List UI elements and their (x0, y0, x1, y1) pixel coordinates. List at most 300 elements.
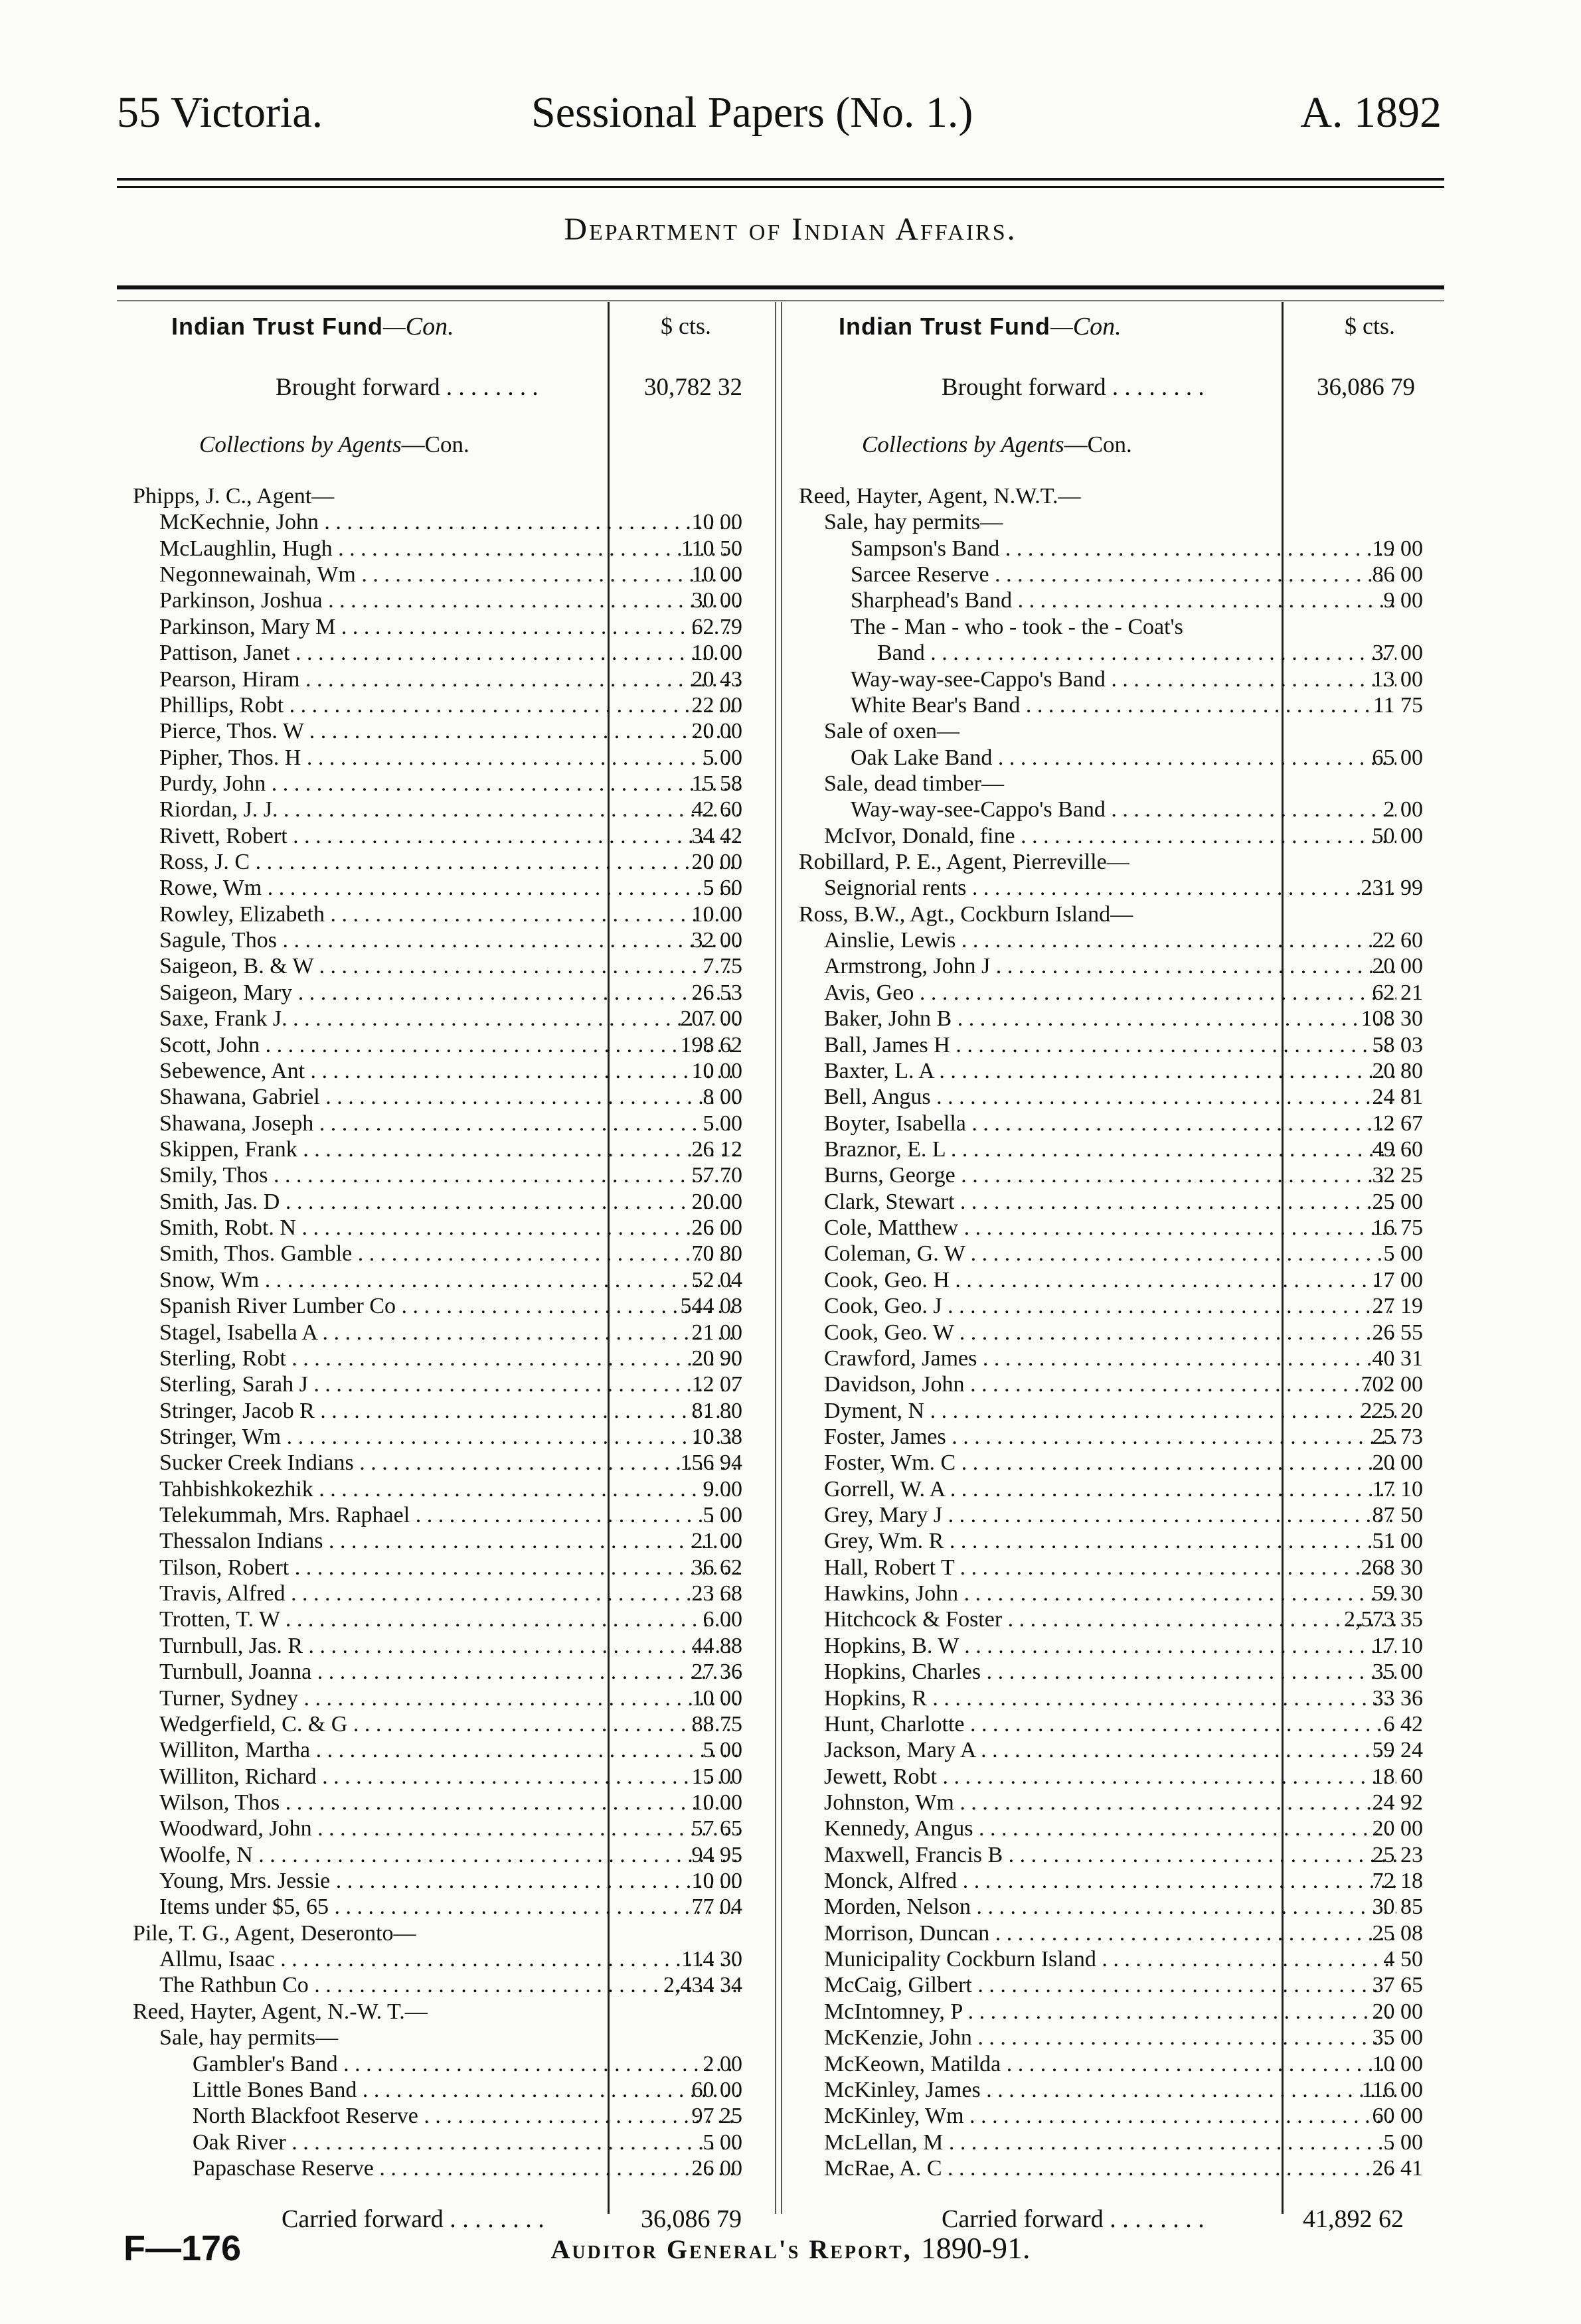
ledger-row (799, 1241, 1463, 1267)
table-rule-thick (117, 285, 1444, 289)
ledger-row (133, 2025, 797, 2051)
ledger-entry-name: Thessalon Indians . . . (159, 1528, 738, 1554)
ledger-entry-amount: 11 75 (1373, 692, 1423, 718)
ledger-entry-name: Sale, dead timber— (824, 771, 1004, 796)
right-brought-forward-amount: 36,086 79 (1317, 374, 1415, 401)
ledger-entry-amount: 20 00 (1372, 1816, 1423, 1841)
ledger-entry-amount: 108 30 (1361, 1006, 1423, 1032)
ledger-entry-name: Turnbull, Joanna . . . (159, 1659, 738, 1685)
left-entries (133, 483, 797, 2181)
ledger-row (799, 771, 1463, 797)
right-column-title: Indian Trust Fund—Con. (839, 313, 1122, 341)
ledger-row (799, 509, 1463, 535)
ledger-row (133, 980, 797, 1006)
ledger-row (799, 1346, 1463, 1371)
ledger-entry-amount: 5 60 (703, 876, 742, 901)
ledger-entry-amount: 20 00 (691, 850, 742, 875)
ledger-entry-name: Seignorial rents . . . (824, 875, 1396, 901)
ledger-entry-name: Pipher, Thos. H . . . (159, 745, 738, 771)
ledger-entry-name: McKeown, Matilda . . . (824, 2051, 1396, 2077)
ledger-row (133, 771, 797, 797)
ledger-entry-name: Williton, Richard . . . (159, 1764, 738, 1790)
ledger-row (133, 1737, 797, 1763)
ledger-row (799, 849, 1463, 875)
ledger-entry-amount: 22 60 (1372, 928, 1423, 953)
ledger-entry-name: Rivett, Robert . . . (159, 823, 738, 849)
ledger-entry-name: Items under $5, 65 . . . (159, 1894, 738, 1920)
ledger-row (799, 2103, 1463, 2129)
running-head-year: A. 1892 (1300, 88, 1442, 137)
ledger-entry-name: Sarcee Reserve . . . (851, 562, 1396, 587)
left-carried-forward-label: Carried forward . . . . . . . . (282, 2205, 544, 2233)
ledger-entry-name: Oak River . . . (193, 2130, 738, 2155)
ledger-entry-amount: 12 07 (691, 1372, 742, 1397)
ledger-entry-amount: 10 00 (691, 1685, 742, 1711)
ledger-row (799, 587, 1463, 613)
ledger-entry-name: Clark, Stewart . . . (824, 1189, 1396, 1215)
ledger-entry-name: Young, Mrs. Jessie . . . (159, 1868, 738, 1894)
ledger-entry-name: Reed, Hayter, Agent, N.W.T.— (799, 484, 1081, 508)
ledger-row (133, 1450, 797, 1476)
ledger-entry-amount: 20 00 (1372, 954, 1423, 979)
ledger-entry-amount: 26 12 (691, 1136, 742, 1162)
ledger-row (799, 1032, 1463, 1058)
ledger-row (799, 1528, 1463, 1554)
ledger-row (133, 1136, 797, 1162)
ledger-entry-amount: 26 53 (691, 980, 742, 1005)
ledger-entry-name: Bell, Angus . . . (824, 1084, 1396, 1110)
ledger-entry-name: Kennedy, Angus . . . (824, 1816, 1396, 1841)
ledger-entry-name: The - Man - who - took - the - Coat's (851, 614, 1183, 639)
running-head-papers: Sessional Papers (No. 1.) (531, 88, 973, 137)
ledger-row (799, 2025, 1463, 2051)
ledger-entry-amount: 72 18 (1372, 1869, 1423, 1894)
ledger-entry-amount: 60 00 (1372, 2104, 1423, 2129)
ledger-row (799, 1555, 1463, 1581)
ledger-entry-amount: 24 81 (1372, 1085, 1423, 1110)
ledger-entry-amount: 10 00 (1372, 2051, 1423, 2076)
ledger-entry-amount: 268 30 (1361, 1555, 1423, 1580)
ledger-entry-amount: 35 00 (1372, 2025, 1423, 2051)
ledger-row (133, 1868, 797, 1894)
ledger-entry-name: Smith, Thos. Gamble . . . (159, 1241, 738, 1267)
ledger-row (133, 1346, 797, 1371)
ledger-entry-name: Saxe, Frank J. . . . (159, 1006, 738, 1032)
ledger-row (799, 1633, 1463, 1659)
ledger-entry-name: Hall, Robert T . . . (824, 1555, 1396, 1581)
ledger-entry-amount: 37 65 (1372, 1973, 1423, 1998)
ledger-entry-amount: 198 62 (680, 1032, 742, 1057)
ledger-row (799, 1737, 1463, 1763)
ledger-row (133, 1058, 797, 1084)
ledger-entry-name: Saigeon, Mary . . . (159, 980, 738, 1006)
ledger-entry-amount: 37 00 (1372, 641, 1423, 666)
ledger-entry-name: Reed, Hayter, Agent, N.-W. T.— (133, 1999, 428, 2024)
ledger-entry-name: Robillard, P. E., Agent, Pierreville— (799, 850, 1129, 875)
ledger-row (133, 1946, 797, 1972)
ledger-entry-amount: 36 62 (691, 1555, 742, 1580)
ledger-entry-amount: 13 00 (1372, 666, 1423, 692)
ledger-entry-name: Stringer, Wm . . . (159, 1424, 738, 1450)
ledger-entry-name: Pile, T. G., Agent, Deseronto— (133, 1920, 416, 1946)
ledger-entry-amount: 33 36 (1372, 1685, 1423, 1711)
ledger-row (133, 692, 797, 718)
ledger-row (133, 1111, 797, 1136)
ledger-row (133, 562, 797, 587)
ledger-row (133, 1659, 797, 1685)
ledger-entry-name: Burns, George . . . (824, 1162, 1396, 1188)
ledger-entry-amount: 10 00 (691, 1869, 742, 1894)
ledger-row (799, 483, 1463, 509)
ledger-row (799, 2155, 1463, 2181)
ledger-entry-name: White Bear's Band . . . (851, 692, 1396, 718)
ledger-entry-name: Trotten, T. W . . . (159, 1606, 738, 1632)
ledger-entry-amount: 18 60 (1372, 1764, 1423, 1789)
ledger-entry-name: Hawkins, John . . . (824, 1581, 1396, 1606)
ledger-entry-name: McKinley, James . . . (824, 2077, 1396, 2103)
ledger-row (133, 2051, 797, 2077)
ledger-entry-amount: 5 00 (703, 1738, 742, 1763)
ledger-entry-name: McLellan, M . . . (824, 2130, 1396, 2155)
ledger-entry-name: Cook, Geo. W . . . (824, 1320, 1396, 1346)
ledger-entry-amount: 544 08 (680, 1294, 742, 1319)
table-rule-thin (117, 300, 1444, 301)
ledger-row (133, 1842, 797, 1868)
ledger-row (133, 1790, 797, 1816)
ledger-entry-name: Sagule, Thos . . . (159, 927, 738, 953)
ledger-row (799, 1267, 1463, 1293)
ledger-entry-name: Saigeon, B. & W . . . (159, 953, 738, 979)
ledger-row (133, 1032, 797, 1058)
ledger-row (133, 1320, 797, 1346)
ledger-row (133, 1816, 797, 1841)
ledger-row (133, 536, 797, 562)
ledger-row (799, 927, 1463, 953)
ledger-entry-amount: 57 65 (691, 1816, 742, 1841)
ledger-entry-amount: 32 25 (1372, 1163, 1423, 1188)
ledger-entry-name: Sebewence, Ant . . . (159, 1058, 738, 1084)
ledger-row (133, 797, 797, 822)
ledger-entry-amount: 17 10 (1372, 1633, 1423, 1658)
ledger-entry-name: Way-way-see-Cappo's Band . . . (851, 797, 1396, 822)
ledger-entry-name: Snow, Wm . . . (159, 1267, 738, 1293)
ledger-entry-amount: 81 80 (691, 1398, 742, 1423)
left-carried-forward-amount: 36,086 79 (641, 2205, 742, 2233)
ledger-entry-name: Sale of oxen— (824, 719, 959, 744)
ledger-entry-amount: 15 00 (691, 1764, 742, 1789)
ledger-entry-amount: 10 00 (691, 1058, 742, 1083)
ledger-row (799, 1894, 1463, 1920)
ledger-row (799, 823, 1463, 849)
ledger-entry-amount: 40 31 (1372, 1346, 1423, 1371)
ledger-entry-amount: 5 00 (703, 745, 742, 770)
ledger-entry-amount: 702 00 (1361, 1372, 1423, 1397)
ledger-row (799, 1842, 1463, 1868)
ledger-entry-name: Crawford, James . . . (824, 1346, 1396, 1371)
ledger-entry-name: McLaughlin, Hugh . . . (159, 536, 738, 562)
ledger-row (799, 1371, 1463, 1397)
ledger-entry-name: McKenzie, John . . . (824, 2025, 1396, 2051)
ledger-entry-name: Scott, John . . . (159, 1032, 738, 1058)
ledger-entry-name: Phillips, Robt . . . (159, 692, 738, 718)
ledger-row (133, 2155, 797, 2181)
ledger-entry-name: Coleman, G. W . . . (824, 1241, 1396, 1267)
ledger-entry-name: Jackson, Mary A . . . (824, 1737, 1396, 1763)
ledger-entry-amount: 59 30 (1372, 1581, 1423, 1606)
right-subheading: Collections by Agents—Con. (862, 431, 1132, 457)
ledger-entry-name: Turnbull, Jas. R . . . (159, 1633, 738, 1659)
ledger-entry-amount: 25 73 (1372, 1424, 1423, 1449)
ledger-row (133, 1502, 797, 1528)
ledger-entry-name: Foster, Wm. C . . . (824, 1450, 1396, 1476)
ledger-entry-amount: 207 00 (680, 1006, 742, 1032)
ledger-entry-amount: 110 50 (681, 536, 742, 561)
ledger-entry-amount: 94 95 (691, 1842, 742, 1867)
page-tag: F—176 (124, 2228, 242, 2268)
ledger-entry-name: Baxter, L. A . . . (824, 1058, 1396, 1084)
ledger-row (133, 1528, 797, 1554)
ledger-row (133, 1685, 797, 1711)
ledger-row (799, 1215, 1463, 1241)
ledger-row (133, 1764, 797, 1790)
ledger-entry-amount: 10 00 (691, 510, 742, 535)
ledger-entry-amount: 9 00 (703, 1476, 742, 1502)
ledger-row (799, 2077, 1463, 2103)
ledger-entry-name: Spanish River Lumber Co . . . (159, 1293, 738, 1319)
ledger-entry-name: Cole, Matthew . . . (824, 1215, 1396, 1241)
ledger-row (799, 536, 1463, 562)
ledger-entry-name: Sale, hay permits— (824, 510, 1003, 535)
ledger-entry-amount: 26 55 (1372, 1320, 1423, 1345)
ledger-row (799, 901, 1463, 927)
ledger-entry-amount: 23 68 (691, 1581, 742, 1606)
ledger-entry-amount: 50 00 (1372, 823, 1423, 848)
ledger-entry-name: Riordan, J. J. . . . (159, 797, 738, 822)
ledger-entry-amount: 2,434 34 (663, 1973, 742, 1998)
ledger-entry-name: Allmu, Isaac . . . (159, 1946, 738, 1972)
ledger-row (799, 1320, 1463, 1346)
ledger-entry-amount: 231 99 (1361, 876, 1423, 901)
ledger-entry-amount: 10 00 (691, 1790, 742, 1815)
ledger-row (799, 2130, 1463, 2155)
ledger-entry-name: Hunt, Charlotte . . . (824, 1711, 1396, 1737)
ledger-entry-name: Avis, Geo . . . (824, 980, 1396, 1006)
ledger-entry-name: Wilson, Thos . . . (159, 1790, 738, 1816)
ledger-entry-amount: 5 00 (1383, 1241, 1423, 1267)
right-carried-forward-label: Carried forward . . . . . . . . (942, 2205, 1205, 2233)
ledger-entry-name: Johnston, Wm . . . (824, 1790, 1396, 1816)
ledger-entry-name: Gorrell, W. A . . . (824, 1476, 1396, 1502)
ledger-entry-amount: 34 42 (691, 823, 742, 848)
ledger-entry-name: Smith, Robt. N . . . (159, 1215, 738, 1241)
ledger-row (133, 666, 797, 692)
ledger-entry-name: McIntomney, P . . . (824, 1999, 1396, 2025)
ledger-row (133, 483, 797, 509)
ledger-entry-amount: 2 00 (1383, 797, 1423, 822)
ledger-entry-amount: 57 70 (691, 1163, 742, 1188)
ledger-entry-name: Ross, J. C . . . (159, 849, 738, 875)
ledger-row (133, 1162, 797, 1188)
ledger-entry-amount: 5 00 (1383, 2130, 1423, 2155)
ledger-entry-name: Jewett, Robt . . . (824, 1764, 1396, 1790)
ledger-entry-amount: 60 00 (691, 2077, 742, 2102)
ledger-row (799, 1424, 1463, 1450)
ledger-entry-name: Pearson, Hiram . . . (159, 666, 738, 692)
ledger-row (799, 1136, 1463, 1162)
ledger-entry-name: Band . . . (877, 640, 1396, 666)
ledger-row (799, 797, 1463, 822)
ledger-entry-amount: 10 00 (691, 562, 742, 587)
ledger-row (133, 875, 797, 901)
ledger-row (799, 718, 1463, 744)
ledger-row (799, 1868, 1463, 1894)
ledger-entry-name: McKinley, Wm . . . (824, 2103, 1396, 2129)
ledger-entry-name: Grey, Wm. R . . . (824, 1528, 1396, 1554)
ledger-entry-name: Sampson's Band . . . (851, 536, 1396, 562)
ledger-entry-amount: 59 24 (1372, 1738, 1423, 1763)
department-heading: Department of Indian Affairs. (564, 212, 1017, 247)
ledger-row (799, 1476, 1463, 1502)
ledger-entry-name: Morrison, Duncan . . . (824, 1920, 1396, 1946)
right-entries (799, 483, 1463, 2181)
ledger-row (799, 1972, 1463, 1998)
ledger-entry-amount: 44 88 (691, 1633, 742, 1658)
ledger-row (133, 1999, 797, 2025)
ledger-entry-name: Parkinson, Mary M . . . (159, 614, 738, 640)
ledger-row (133, 640, 797, 666)
ledger-entry-amount: 32 00 (691, 928, 742, 953)
ledger-row (799, 666, 1463, 692)
ledger-entry-amount: 27 36 (691, 1660, 742, 1685)
ledger-row (799, 1162, 1463, 1188)
ledger-entry-amount: 70 80 (691, 1241, 742, 1267)
ledger-row (799, 875, 1463, 901)
ledger-entry-name: Maxwell, Francis B . . . (824, 1842, 1396, 1868)
ledger-entry-name: Williton, Martha . . . (159, 1737, 738, 1763)
ledger-entry-name: Sale, hay permits— (159, 2025, 339, 2051)
ledger-entry-amount: 22 00 (691, 692, 742, 718)
ledger-row (799, 1659, 1463, 1685)
ledger-entry-name: Wedgerfield, C. & G . . . (159, 1711, 738, 1737)
ledger-row (133, 509, 797, 535)
ledger-entry-name: Baker, John B . . . (824, 1006, 1396, 1032)
right-brought-forward-label: Brought forward . . . . . . . . (942, 374, 1205, 401)
ledger-entry-name: Hopkins, Charles . . . (824, 1659, 1396, 1685)
ledger-row (133, 1581, 797, 1606)
ledger-row (799, 1398, 1463, 1424)
ledger-row (799, 745, 1463, 771)
header-rule-top (117, 178, 1444, 181)
ledger-entry-name: Papaschase Reserve . . . (193, 2155, 738, 2181)
ledger-entry-name: Municipality Cockburn Island . . . (824, 1946, 1396, 1972)
ledger-entry-name: Cook, Geo. H . . . (824, 1267, 1396, 1293)
ledger-entry-name: Telekummah, Mrs. Raphael . . . (159, 1502, 738, 1528)
ledger-entry-name: Boyter, Isabella . . . (824, 1111, 1396, 1136)
ledger-entry-amount: 6 42 (1383, 1711, 1423, 1737)
ledger-entry-name: Phipps, J. C., Agent— (133, 484, 335, 508)
ledger-entry-name: Braznor, E. L . . . (824, 1136, 1396, 1162)
ledger-row (799, 1999, 1463, 2025)
ledger-entry-amount: 52 04 (691, 1267, 742, 1292)
ledger-entry-name: Shawana, Joseph . . . (159, 1111, 738, 1136)
ledger-row (799, 1946, 1463, 1972)
ledger-entry-amount: 35 00 (1372, 1660, 1423, 1685)
ledger-row (133, 1084, 797, 1110)
ledger-entry-amount: 87 50 (1372, 1503, 1423, 1528)
ledger-entry-amount: 62 79 (691, 614, 742, 639)
ledger-entry-name: North Blackfoot Reserve . . . (193, 2103, 738, 2129)
ledger-row (133, 901, 797, 927)
ledger-entry-name: Hitchcock & Foster . . . (824, 1606, 1396, 1632)
ledger-entry-name: Ball, James H . . . (824, 1032, 1396, 1058)
ledger-entry-amount: 20 80 (1372, 1058, 1423, 1083)
ledger-row (133, 1633, 797, 1659)
ledger-row (133, 614, 797, 640)
ledger-row (133, 1711, 797, 1737)
ledger-row (799, 614, 1463, 640)
ledger-row (799, 1790, 1463, 1816)
ledger-row (133, 1371, 797, 1397)
ledger-row (799, 1711, 1463, 1737)
ledger-entry-name: Ross, B.W., Agt., Cockburn Island— (799, 901, 1133, 927)
ledger-entry-name: Hopkins, B. W . . . (824, 1633, 1396, 1659)
ledger-entry-amount: 27 19 (1372, 1294, 1423, 1319)
left-currency-header: $ cts. (661, 313, 711, 339)
ledger-row (799, 562, 1463, 587)
ledger-row (799, 1606, 1463, 1632)
ledger-entry-amount: 25 23 (1372, 1842, 1423, 1867)
ledger-entry-amount: 26 00 (691, 2156, 742, 2181)
ledger-entry-name: Hopkins, R . . . (824, 1685, 1396, 1711)
ledger-row (133, 1424, 797, 1450)
ledger-entry-amount: 19 00 (1372, 536, 1423, 561)
ledger-entry-amount: 62 21 (1372, 980, 1423, 1005)
ledger-entry-name: Davidson, John . . . (824, 1371, 1396, 1397)
ledger-row (133, 1215, 797, 1241)
ledger-entry-amount: 5 00 (703, 1503, 742, 1528)
ledger-entry-amount: 116 00 (1361, 2077, 1423, 2102)
ledger-row (799, 1450, 1463, 1476)
header-rule-bottom (117, 186, 1444, 188)
ledger-row (799, 953, 1463, 979)
ledger-row (799, 1502, 1463, 1528)
right-carried-forward-amount: 41,892 62 (1303, 2205, 1404, 2233)
ledger-row (133, 953, 797, 979)
ledger-row (799, 1189, 1463, 1215)
ledger-row (133, 1189, 797, 1215)
ledger-row (133, 927, 797, 953)
ledger-entry-name: Grey, Mary J . . . (824, 1502, 1396, 1528)
ledger-entry-amount: 225 20 (1361, 1398, 1423, 1423)
left-column-title: Indian Trust Fund—Con. (171, 313, 454, 341)
ledger-entry-name: Pattison, Janet . . . (159, 640, 738, 666)
left-brought-forward-amount: 30,782 32 (644, 374, 742, 401)
ledger-entry-name: The Rathbun Co . . . (159, 1972, 738, 1998)
ledger-entry-amount: 26 00 (691, 1215, 742, 1241)
ledger-entry-name: Sterling, Sarah J . . . (159, 1371, 738, 1397)
ledger-entry-amount: 15 58 (691, 771, 742, 796)
ledger-entry-name: Dyment, N . . . (824, 1398, 1396, 1424)
ledger-entry-name: Woodward, John . . . (159, 1816, 738, 1841)
ledger-entry-name: McKechnie, John . . . (159, 509, 738, 535)
ledger-entry-name: Purdy, John . . . (159, 771, 738, 797)
ledger-row (133, 2103, 797, 2129)
ledger-entry-name: Stringer, Jacob R . . . (159, 1398, 738, 1424)
ledger-row (799, 1581, 1463, 1606)
ledger-entry-name: McCaig, Gilbert . . . (824, 1972, 1396, 1998)
ledger-row (799, 1685, 1463, 1711)
ledger-row (133, 587, 797, 613)
